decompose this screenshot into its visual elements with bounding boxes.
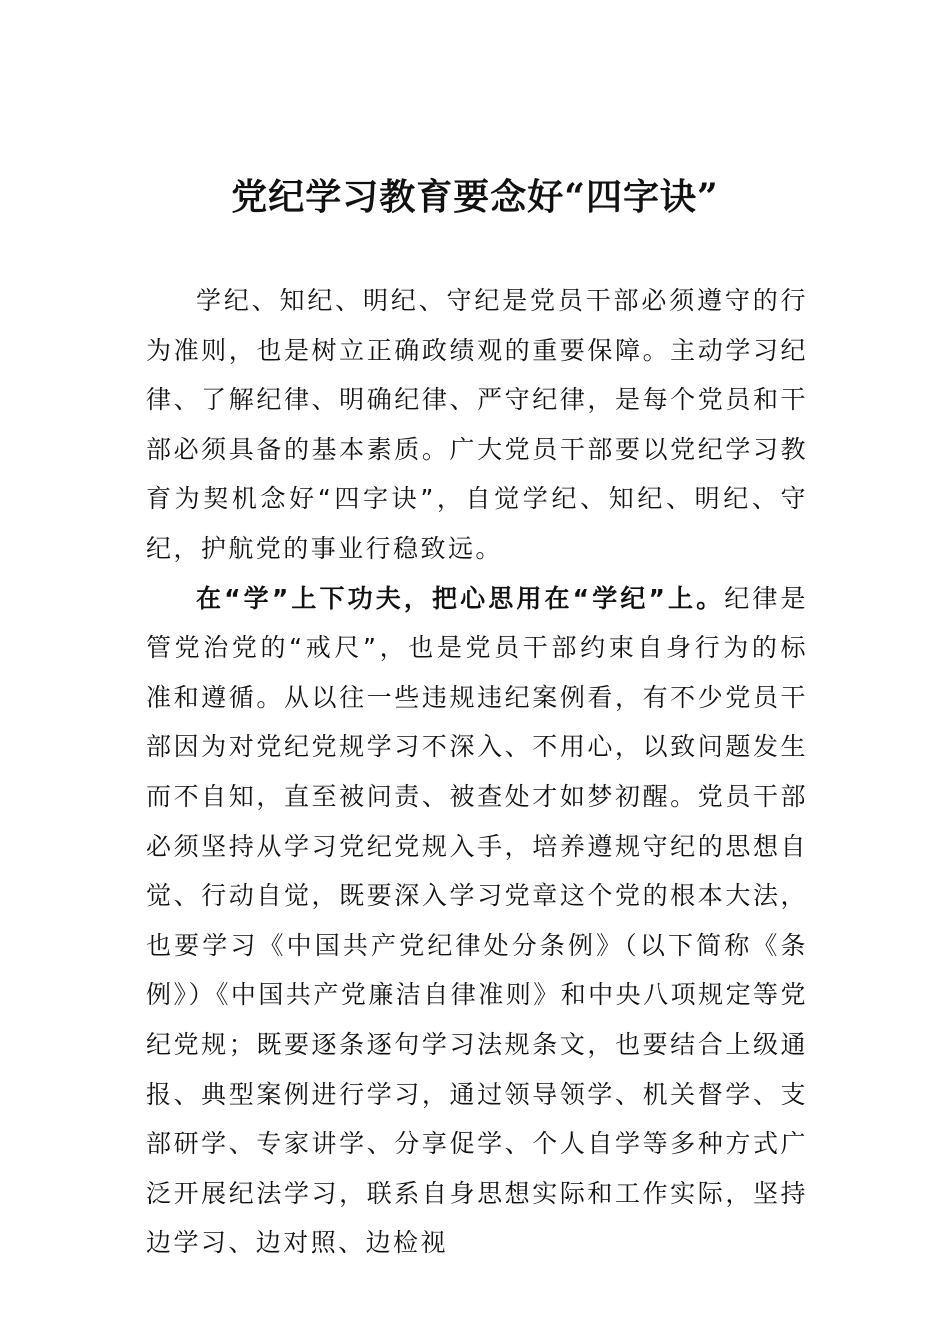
paragraph-text: 学纪、知纪、明纪、守纪是党员干部必须遵守的行为准则，也是树立正确政绩观的重要保障。主动学习纪律、了解纪律、明确纪律、严守纪律，是每个党员和干部必须具备的基本素质。广大党员干部要以党纪学习教育为契机念好“四字诀”，自觉学纪、知纪、明纪、守纪，护航党的事业行稳致远。 xyxy=(146,286,808,563)
paragraph-intro xyxy=(146,276,808,574)
paragraph-lead-heading: 在“学”上下功夫，把心思用在“学纪”上。 xyxy=(196,583,725,613)
document-body xyxy=(146,276,808,1268)
paragraph-xue xyxy=(146,574,808,1268)
document-title: 党纪学习教育要念好“四字诀” xyxy=(231,176,719,218)
paragraph-text: 纪律是管党治党的“戒尺”，也是党员干部约束自身行为的标准和遵循。从以往一些违规违纪案例看，有不少党员干部因为对党纪党规学习不深入、不用心，以致问题发生而不自知，直至被问责、被查处才如梦初醒。党员干部必须坚持从学习党纪党规入手，培养遵规守纪的思想自觉、行动自觉，既要深入学习党章这个党的根本大法，也要学习《中国共产党纪律处分条例》（以下简称《条例》）《中国共产党廉洁自律准则》和中央八项规定等党纪党规；既要逐条逐句学习法规条文，也要结合上级通报、典型案例进行学习，通过领导领学、机关督学、支部研学、专家讲学、分享促学、个人自学等多种方式广泛开展纪法学习，联系自身思想实际和工作实际，坚持边学习、边对照、边检视 xyxy=(146,583,808,1258)
